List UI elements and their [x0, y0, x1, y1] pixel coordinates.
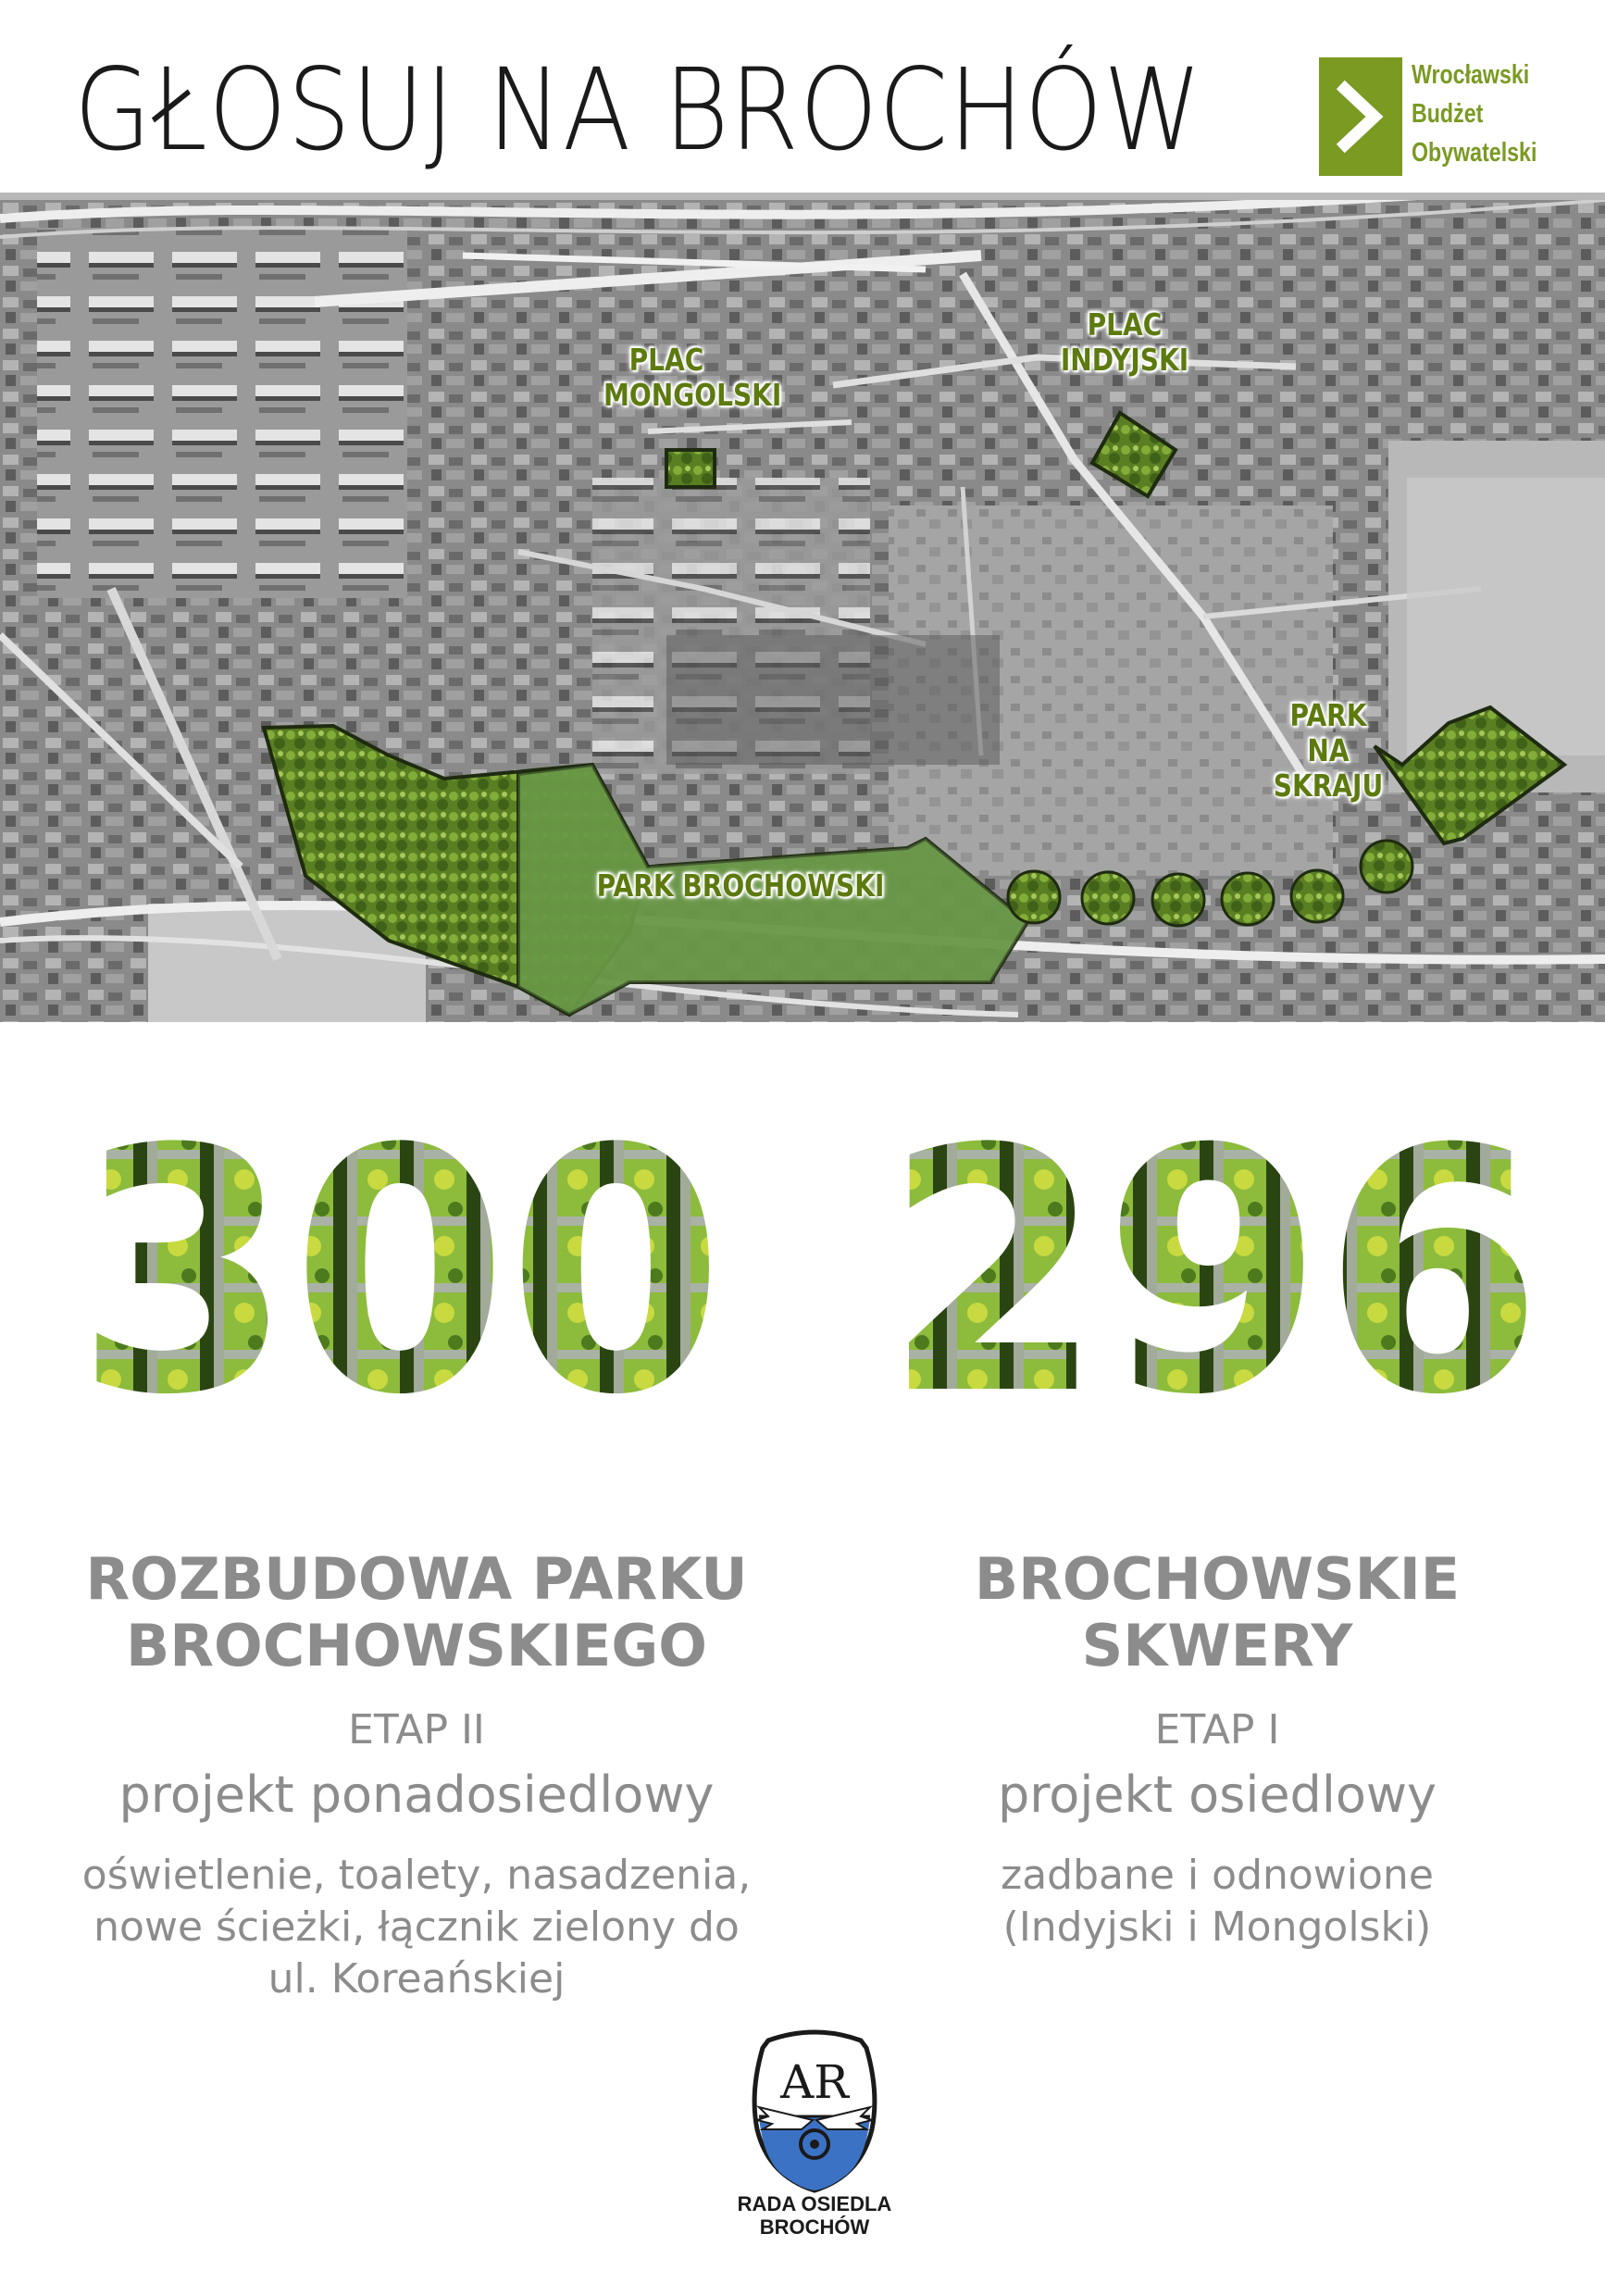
- map-label-park-brochowski: PARK BROCHOWSKI: [596, 867, 885, 904]
- project-1-description: oświetlenie, toalety, nasadzenia, nowe ścieżki, łącznik zielony do ul. Koreańskiej: [81, 1852, 752, 2003]
- map-label-park-na-skraju: PARK NA SKRAJU: [1273, 697, 1384, 804]
- crest-shield-icon: [740, 2028, 889, 2194]
- page-title: GŁOSUJ NA BROCHÓW: [74, 44, 1203, 176]
- map-label-plac-mongolski: PLAC MONGOLSKI: [603, 342, 782, 413]
- chevron-right-icon: [1319, 57, 1402, 176]
- wbo-logo-square: [1319, 57, 1402, 176]
- crest-letters: AR: [780, 2055, 849, 2109]
- wbo-logo-line2: Budżet: [1412, 99, 1484, 129]
- project-2-stage: ETAP I: [1154, 1706, 1280, 1753]
- project-number-300: 300: [76, 1092, 724, 1426]
- project-number-296: 296: [884, 1092, 1543, 1426]
- project-numbers-graphic: [0, 1092, 1605, 1426]
- project-1-stage: ETAP II: [348, 1706, 485, 1753]
- project-1-kind: projekt ponadosiedlowy: [118, 1766, 715, 1824]
- rada-osiedla-name: RADA OSIEDLA BROCHÓW: [737, 2192, 892, 2239]
- map-label-plac-indyjski: PLAC INDYJSKI: [1060, 306, 1189, 378]
- project-2-title: BROCHOWSKIE SKWERY: [974, 1545, 1461, 1679]
- project-1-title: ROZBUDOWA PARKU BROCHOWSKIEGO: [85, 1545, 748, 1679]
- wbo-logo-line1: Wrocławski: [1412, 60, 1530, 90]
- project-2-kind: projekt osiedlowy: [997, 1766, 1437, 1824]
- aerial-map: [0, 200, 1605, 1022]
- project-2-description: zadbane i odnowione (Indyjski i Mongolski): [1001, 1852, 1434, 1951]
- wbo-logo: [1319, 56, 1550, 181]
- wbo-logo-text: [1412, 56, 1537, 172]
- project-numbers: [0, 1092, 1605, 1426]
- header-divider: [0, 193, 1605, 200]
- wbo-logo-line3: Obywatelski: [1412, 138, 1537, 168]
